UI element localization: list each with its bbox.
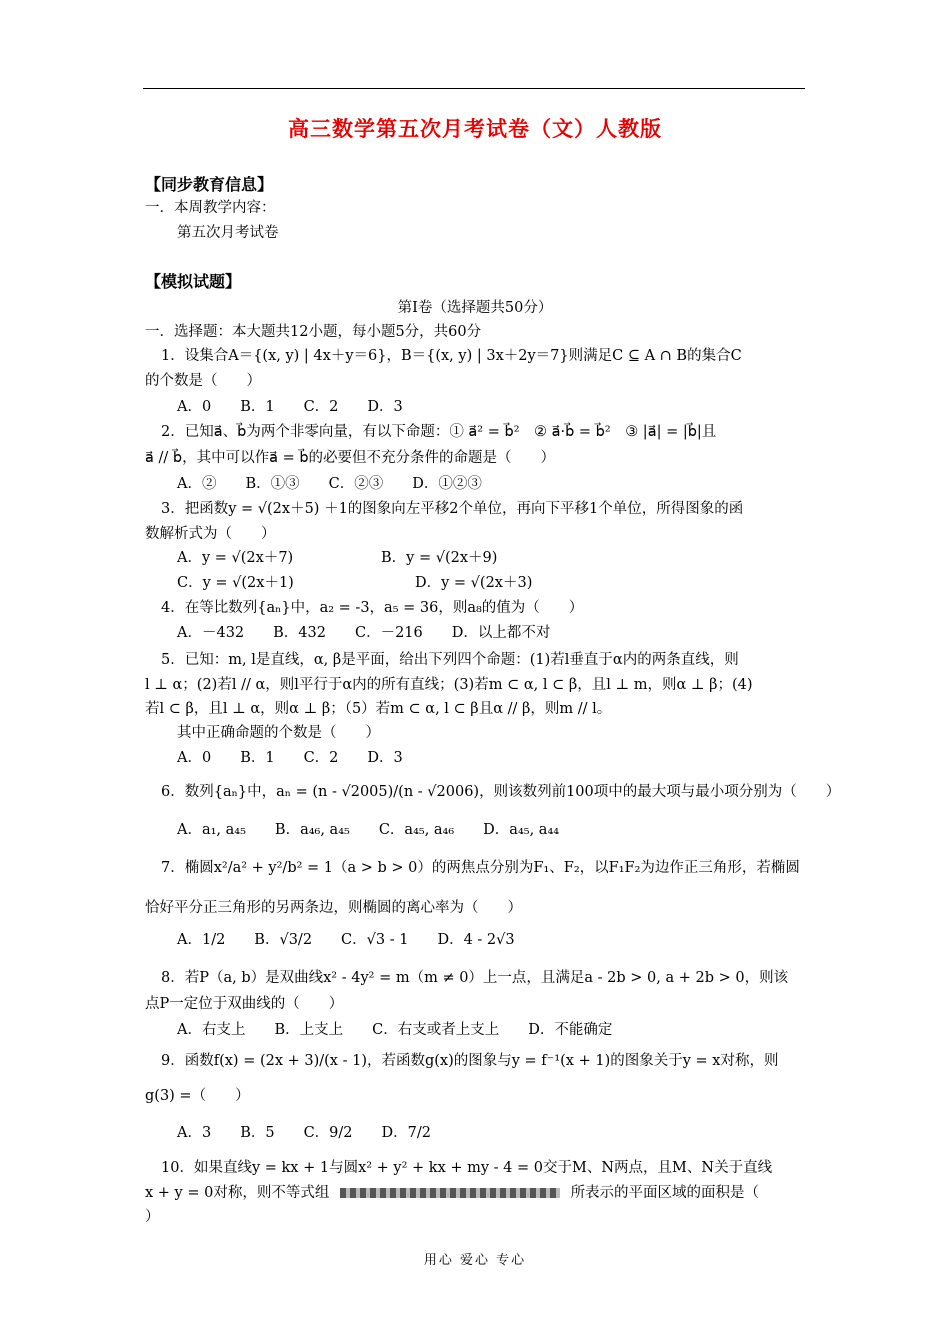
q10-line-2 <box>145 1181 759 1207</box>
q3-option-d: D．y = √(2x＋3) <box>415 575 533 591</box>
q8-options: A．右支上 B．上支上 C．右支或者上支上 D．不能确定 <box>177 1022 613 1038</box>
q10-line-1: 10．如果直线y = kx + 1与圆x² + y² + kx + my - 4 = 0交于M、N两点，且M、N关于直线 <box>161 1160 773 1176</box>
q2-options: A．② B．①③ C．②③ D．①②③ <box>177 476 482 492</box>
info-line-1: 一．本周教学内容： <box>145 200 276 216</box>
q6-line-1: 6．数列{aₙ}中，aₙ = (n - √2005)/(n - √2006)，则该数列前100项中的最大项与最小项分别为（ ） <box>161 784 841 800</box>
q5-line-4: 其中正确命题的个数是（ ） <box>177 725 380 741</box>
page-title: 高三数学第五次月考试卷（文）人教版 <box>288 116 662 141</box>
q10-line-3: ） <box>145 1209 160 1225</box>
q4-options: A．－432 B．432 C．－216 D．以上都不对 <box>177 625 551 641</box>
q9-line-1: 9．函数f(x) = (2x + 3)/(x - 1)，若函数g(x)的图象与y = f⁻¹(x + 1)的图象关于y = x对称，则 <box>161 1053 779 1069</box>
info-heading: 【同步教育信息】 <box>145 175 274 194</box>
q10-line-2-start: x + y = 0对称，则不等式组 <box>145 1185 330 1201</box>
sim-heading: 【模拟试题】 <box>145 272 242 291</box>
q1-line-2: 的个数是（ ） <box>145 373 261 389</box>
q7-line-2: 恰好平分正三角形的另两条边，则椭圆的离心率为（ ） <box>145 900 522 916</box>
top-rule <box>143 88 805 89</box>
q2-line-2: a⃗ // b⃗，其中可以作a⃗ = b⃗的必要但不充分条件的命题是（ ） <box>145 450 556 466</box>
q5-line-3: 若l ⊂ β，且l ⊥ α，则α ⊥ β；（5）若m ⊂ α, l ⊂ β且α // β，则m // l。 <box>145 701 612 717</box>
q3-line-1: 3．把函数y = √(2x＋5) ＋1的图象向左平移2个单位，再向下平移1个单位，所得图象的函 <box>161 501 744 517</box>
inequality-system-image <box>340 1188 560 1198</box>
q5-line-2: l ⊥ α；(2)若l // α，则l平行于α内的所有直线；(3)若m ⊂ α, l ⊂ β，且l ⊥ m，则α ⊥ β；(4) <box>145 677 753 693</box>
q9-line-2: g(3) =（ ） <box>145 1088 250 1104</box>
q1-options: A．0 B．1 C．2 D．3 <box>177 399 403 415</box>
q3-line-2: 数解析式为（ ） <box>145 526 276 542</box>
q4-line-1: 4．在等比数列{aₙ}中，a₂ = -3，a₅ = 36，则a₈的值为（ ） <box>161 600 584 616</box>
q3-option-c: C．y = √(2x＋1) <box>177 575 294 591</box>
section-intro: 一．选择题：本大题共12小题，每小题5分，共60分 <box>145 324 482 340</box>
q9-options: A．3 B．5 C．9/2 D．7/2 <box>177 1125 431 1141</box>
q8-line-1: 8．若P（a, b）是双曲线x² - 4y² = m（m ≠ 0）上一点，且满足a - 2b > 0, a + 2b > 0，则该 <box>161 970 789 986</box>
info-line-2: 第五次月考试卷 <box>177 225 279 241</box>
q6-options: A．a₁, a₄₅ B．a₄₆, a₄₅ C．a₄₅, a₄₆ D．a₄₅, a₄₄ <box>177 822 560 838</box>
q3-option-b: B．y = √(2x＋9) <box>381 550 498 566</box>
q10-line-2-end: 所表示的平面区域的面积是（ <box>570 1185 760 1201</box>
q3-option-a: A．y = √(2x＋7) <box>177 550 294 566</box>
q5-line-1: 5．已知：m, l是直线，α, β是平面，给出下列四个命题：(1)若l垂直于α内的两条直线，则 <box>161 652 739 668</box>
page-footer: 用心 爱心 专心 <box>423 1253 527 1268</box>
q8-line-2: 点P一定位于双曲线的（ ） <box>145 996 344 1012</box>
q5-options: A．0 B．1 C．2 D．3 <box>177 750 403 766</box>
q2-line-1: 2．已知a⃗、b⃗为两个非零向量，有以下命题：① a⃗² = b⃗² ② a⃗·b⃗ = b⃗² ③ |a⃗| = |b⃗|且 <box>161 424 717 440</box>
q7-line-1: 7．椭圆x²/a² + y²/b² = 1（a > b > 0）的两焦点分别为F₁、F₂，以F₁F₂为边作正三角形，若椭圆 <box>161 860 800 876</box>
q1-line-1: 1．设集合A＝{(x, y) | 4x＋y＝6}，B＝{(x, y) | 3x＋2y＝7}则满足C ⊆ A ∩ B的集合C <box>161 348 742 364</box>
part-heading: 第Ⅰ卷（选择题共50分） <box>397 300 553 316</box>
q7-options: A．1/2 B．√3/2 C．√3 - 1 D．4 - 2√3 <box>177 932 515 948</box>
